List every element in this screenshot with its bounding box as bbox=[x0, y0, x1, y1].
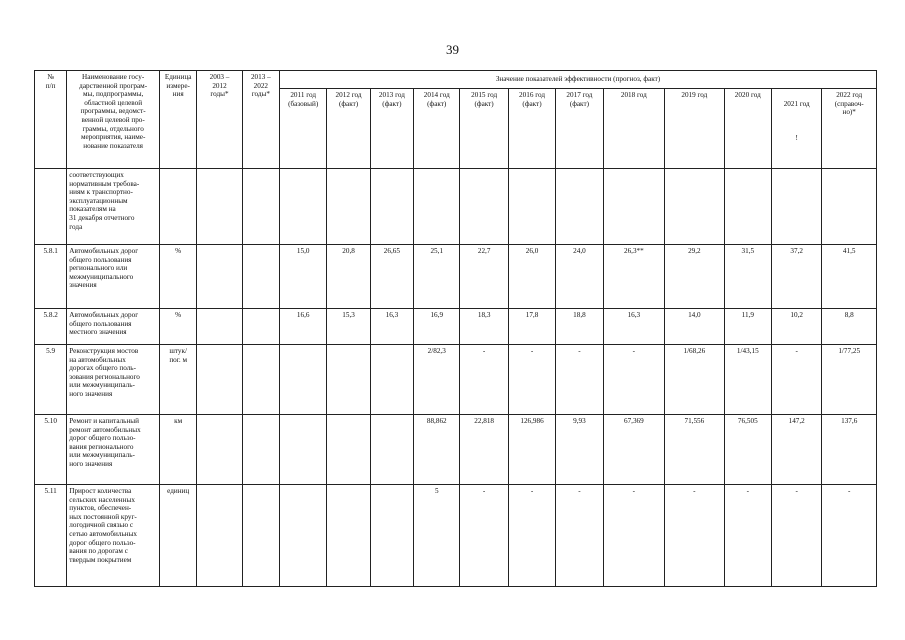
row-value: - bbox=[603, 485, 665, 587]
row-unit: штук/ пог. м bbox=[160, 345, 197, 415]
row-name: соответствующих нормативным требова- ниям к транспортно- эксплуатационным показателям на 31 декабря отчетного года bbox=[67, 169, 160, 245]
header-name: Наименование госу- дарственной програм- мы, подпрограммы, областной целевой программы, ведомст- венной целевой про- граммы, отдельного мероприятия, наиме- нование показателя bbox=[67, 71, 160, 169]
row-num: 5.11 bbox=[35, 485, 67, 587]
row-value bbox=[665, 169, 724, 245]
row-value: 1/77,25 bbox=[822, 345, 877, 415]
row-value: 26,3** bbox=[603, 245, 665, 309]
row-name: Реконструкция мостов на автомобильных дорогах общего поль- зования регионального или межмуниципаль- ного значения bbox=[67, 345, 160, 415]
row-value: - bbox=[508, 485, 555, 587]
header-year-label: 2021 год bbox=[783, 99, 810, 108]
row-value: 16,3 bbox=[603, 309, 665, 345]
row-value: 37,2 bbox=[771, 245, 821, 309]
header-year: 2019 год bbox=[665, 89, 724, 169]
header-year-2021 bbox=[771, 89, 821, 169]
row-value: - bbox=[724, 485, 771, 587]
row-cell bbox=[197, 245, 242, 309]
row-value: 16,3 bbox=[370, 309, 413, 345]
row-unit: % bbox=[160, 245, 197, 309]
header-year: 2013 год (факт) bbox=[370, 89, 413, 169]
row-cell bbox=[242, 309, 279, 345]
row-value bbox=[603, 169, 665, 245]
header-period-2003-2012: 2003 – 2012 годы* bbox=[197, 71, 242, 169]
row-value bbox=[279, 345, 326, 415]
row-value: - bbox=[822, 485, 877, 587]
row-value: 26,0 bbox=[508, 245, 555, 309]
row-value bbox=[370, 169, 413, 245]
row-num bbox=[35, 169, 67, 245]
table-row bbox=[35, 309, 877, 345]
row-cell bbox=[242, 415, 279, 485]
row-value: 126,986 bbox=[508, 415, 555, 485]
row-unit: % bbox=[160, 309, 197, 345]
row-value: 41,5 bbox=[822, 245, 877, 309]
header-year: 2016 год (факт) bbox=[508, 89, 555, 169]
row-unit: км bbox=[160, 415, 197, 485]
row-value: 5 bbox=[414, 485, 460, 587]
row-value: 71,556 bbox=[665, 415, 724, 485]
row-value bbox=[771, 169, 821, 245]
row-num: 5.8.2 bbox=[35, 309, 67, 345]
table-row bbox=[35, 169, 877, 245]
row-value: 14,0 bbox=[665, 309, 724, 345]
row-cell bbox=[242, 485, 279, 587]
row-value bbox=[327, 169, 370, 245]
row-cell bbox=[197, 309, 242, 345]
row-value: 18,8 bbox=[556, 309, 603, 345]
header-num: № п/п bbox=[35, 71, 67, 169]
row-value bbox=[327, 485, 370, 587]
row-value: - bbox=[460, 345, 508, 415]
row-value: 24,0 bbox=[556, 245, 603, 309]
row-value bbox=[279, 169, 326, 245]
row-value: 15,0 bbox=[279, 245, 326, 309]
row-value: - bbox=[771, 345, 821, 415]
row-value bbox=[370, 485, 413, 587]
table-row bbox=[35, 485, 877, 587]
table-row bbox=[35, 415, 877, 485]
row-cell bbox=[242, 345, 279, 415]
header-year: 2020 год bbox=[724, 89, 771, 169]
row-cell bbox=[197, 485, 242, 587]
header-year: 2015 год (факт) bbox=[460, 89, 508, 169]
row-value bbox=[508, 169, 555, 245]
row-value: - bbox=[460, 485, 508, 587]
row-value: - bbox=[508, 345, 555, 415]
year-2021-mark: ! bbox=[795, 133, 798, 142]
row-value: 11,9 bbox=[724, 309, 771, 345]
page-number: 39 bbox=[446, 42, 459, 57]
header-unit: Единица измере- ния bbox=[160, 71, 197, 169]
row-value: 29,2 bbox=[665, 245, 724, 309]
row-value: 15,3 bbox=[327, 309, 370, 345]
row-value bbox=[724, 169, 771, 245]
row-value: - bbox=[603, 345, 665, 415]
row-cell bbox=[197, 415, 242, 485]
header-year: 2017 год (факт) bbox=[556, 89, 603, 169]
row-value: 2/82,3 bbox=[414, 345, 460, 415]
row-value: 8,8 bbox=[822, 309, 877, 345]
header-period-2013-2022: 2013 – 2022 годы* bbox=[242, 71, 279, 169]
row-value: 22,7 bbox=[460, 245, 508, 309]
row-cell bbox=[242, 245, 279, 309]
row-value: 31,5 bbox=[724, 245, 771, 309]
row-value: 18,3 bbox=[460, 309, 508, 345]
row-value: 10,2 bbox=[771, 309, 821, 345]
header-values-group: Значение показателей эффективности (прогноз, факт) bbox=[279, 71, 876, 89]
row-value: 16,6 bbox=[279, 309, 326, 345]
row-value: 1/43,15 bbox=[724, 345, 771, 415]
row-value: 25,1 bbox=[414, 245, 460, 309]
row-name: Автомобильных дорог общего пользования регионального или межмуниципального значения bbox=[67, 245, 160, 309]
row-value bbox=[556, 169, 603, 245]
row-value bbox=[327, 415, 370, 485]
row-value bbox=[414, 169, 460, 245]
row-unit: единиц bbox=[160, 485, 197, 587]
row-value: 147,2 bbox=[771, 415, 821, 485]
row-value bbox=[370, 345, 413, 415]
row-unit bbox=[160, 169, 197, 245]
row-value: 88,862 bbox=[414, 415, 460, 485]
row-value: - bbox=[556, 485, 603, 587]
indicators-table bbox=[34, 70, 877, 587]
row-value: 17,8 bbox=[508, 309, 555, 345]
row-value bbox=[327, 345, 370, 415]
row-value: 9,93 bbox=[556, 415, 603, 485]
row-name: Автомобильных дорог общего пользования местного значения bbox=[67, 309, 160, 345]
row-value bbox=[279, 415, 326, 485]
header-year: 2014 год (факт) bbox=[414, 89, 460, 169]
header-year: 2011 год (базовый) bbox=[279, 89, 326, 169]
row-num: 5.9 bbox=[35, 345, 67, 415]
row-value: 1/68,26 bbox=[665, 345, 724, 415]
row-value: 22,818 bbox=[460, 415, 508, 485]
row-value: - bbox=[665, 485, 724, 587]
table-row bbox=[35, 245, 877, 309]
row-num: 5.10 bbox=[35, 415, 67, 485]
row-value bbox=[279, 485, 326, 587]
header-year: 2022 год (справоч- но)* bbox=[822, 89, 877, 169]
row-value bbox=[370, 415, 413, 485]
row-value: 16,9 bbox=[414, 309, 460, 345]
row-value bbox=[460, 169, 508, 245]
row-value: 76,505 bbox=[724, 415, 771, 485]
row-cell bbox=[242, 169, 279, 245]
row-value bbox=[822, 169, 877, 245]
row-name: Ремонт и капитальный ремонт автомобильных дорог общего пользо- вания регионального или межмуниципаль- ного значения bbox=[67, 415, 160, 485]
row-value: 26,65 bbox=[370, 245, 413, 309]
row-cell bbox=[197, 345, 242, 415]
row-value: 67,369 bbox=[603, 415, 665, 485]
row-name: Прирост количества сельских населенных пунктов, обеспечен- ных постоянной круг- логодичной связью с сетью автомобильных дорог общего пользо- вания по дорогам с твердым покрытием bbox=[67, 485, 160, 587]
row-value: 137,6 bbox=[822, 415, 877, 485]
header-year: 2012 год (факт) bbox=[327, 89, 370, 169]
row-cell bbox=[197, 169, 242, 245]
table-row bbox=[35, 345, 877, 415]
row-value: 20,8 bbox=[327, 245, 370, 309]
row-value: - bbox=[556, 345, 603, 415]
row-value: - bbox=[771, 485, 821, 587]
header-year: 2018 год bbox=[603, 89, 665, 169]
row-num: 5.8.1 bbox=[35, 245, 67, 309]
